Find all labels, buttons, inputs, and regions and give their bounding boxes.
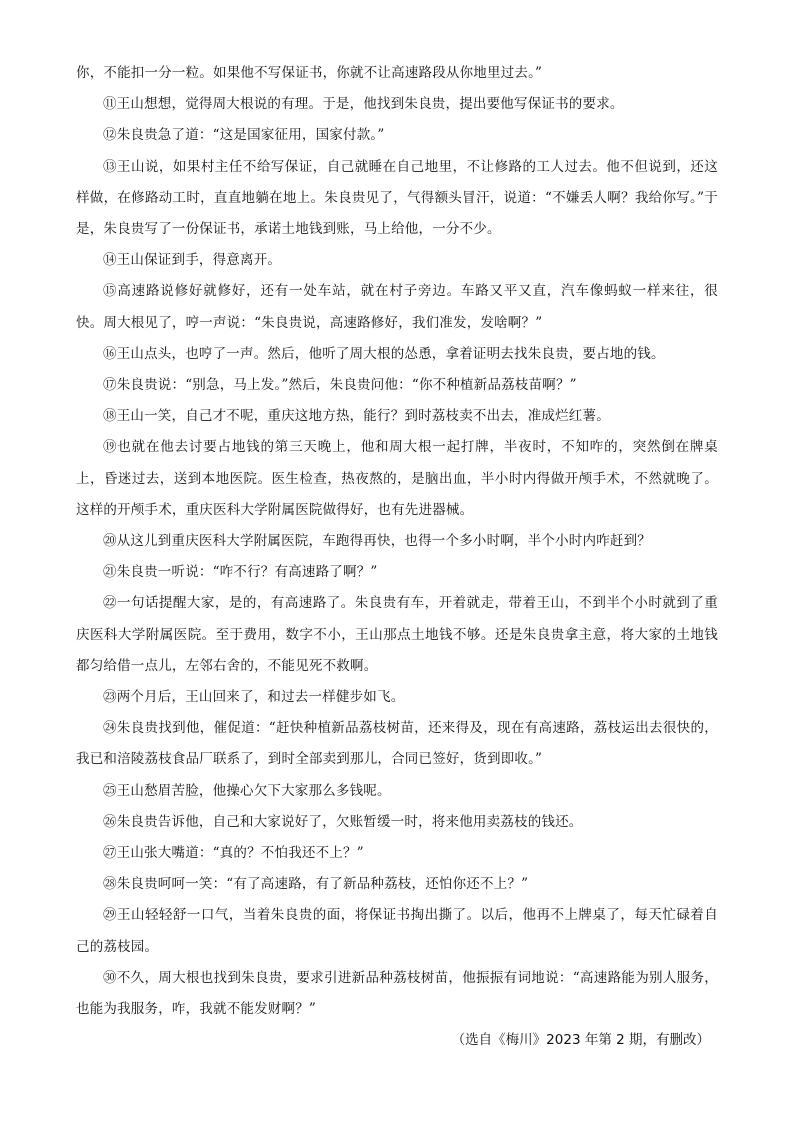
paragraph: ㉙王山轻轻舒一口气，当着朱良贵的面，将保证书掏出撕了。以后，他再不上牌桌了，每天忙碌着自己的荔枝园。	[76, 907, 718, 955]
paragraph: ㉘朱良贵呵呵一笑：“有了高速路，有了新品种荔枝，还怕你还不上？”	[103, 876, 529, 893]
paragraph: ㉒一句话提醒大家，是的，有高速路了。朱良贵有车，开着就走，带着王山，不到半个小时就到了重庆医科大学附属医院。至于费用，数字不小，王山那点土地钱不够。还是朱良贵拿主意，将大家的土地钱都匀给借一点儿，左邻右舍的，不能见死不救啊。	[76, 595, 718, 674]
source-citation: （选自《梅川》2023 年第 2 期，有删改）	[451, 1032, 710, 1048]
paragraph: ㉔朱良贵找到他，催促道：“赶快种植新品荔枝树苗，还来得及，现在有高速路，荔枝运出去很快的，我已和涪陵荔枝食品厂联系了，到时全部卖到那儿，合同已签好，货到即收。”	[76, 720, 718, 768]
paragraph: ㉕王山愁眉苦脸，他操心欠下大家那么多钱呢。	[103, 782, 391, 799]
paragraph: ⑫朱良贵急了道：“这是国家征用，国家付款。”	[103, 127, 385, 144]
paragraph: ㉖朱良贵告诉他，自己和大家说好了，欠账暂缓一时，将来他用卖荔枝的钱还。	[103, 813, 583, 830]
paragraph: ⑭王山保证到手，得意离开。	[103, 252, 282, 269]
paragraph: ⑪王山想想，觉得周大根说的有理。于是，他找到朱良贵，提出要他写保证书的要求。	[103, 96, 624, 113]
paragraph: ㉑朱良贵一听说：“咋不行？有高速路了啊？”	[103, 564, 378, 581]
paragraph: ⑰朱良贵说：“别急，马上发。”然后，朱良贵问他：“你不种植新品荔枝苗啊？”	[103, 377, 577, 394]
paragraph: ⑬王山说，如果村主任不给写保证，自己就睡在自己地里，不让修路的工人过去。他不但说到，还这样做，在修路动工时，直直地躺在地上。朱良贵见了，气得额头冒汗，说道：“不嫌丢人啊？我给你写。”于是，朱良贵写了一份保证书，承诺土地钱到账，马上给他，一分不少。	[76, 158, 718, 238]
paragraph: ⑯王山点头，也哼了一声。然后，他听了周大根的怂恿，拿着证明去找朱良贵，要占地的钱。	[103, 345, 665, 362]
paragraph: ⑮高速路说修好就修好，还有一处车站，就在村子旁边。车路又平又直，汽车像蚂蚁一样来往，很快。周大根见了，哼一声说：“朱良贵说，高速路修好，我们准发，发啥啊？”	[76, 283, 718, 331]
paragraph: ㉚不久，周大根也找到朱良贵，要求引进新品种荔枝树苗，他振振有词地说：“高速路能为别人服务，也能为我服务，咋，我就不能发财啊？”	[76, 969, 718, 1018]
paragraph: ㉓两个月后，王山回来了，和过去一样健步如飞。	[103, 689, 405, 706]
paragraph: ㉗王山张大嘴道：“真的？不怕我还不上？”	[103, 845, 364, 862]
paragraph: ⑳从这儿到重庆医科大学附属医院，车跑得再快，也得一个多小时啊，半个小时内咋赶到？	[103, 533, 651, 550]
paragraph: ⑲也就在他去讨要占地钱的第三天晚上，他和周大根一起打牌，半夜时，不知咋的，突然倒在牌桌上，昏迷过去，送到本地医院。医生检查，热夜熬的，是脑出血，半小时内得做开颅手术，不然就晚了。这样的开颅手术，重庆医科大学附属医院做得好，也有先进器械。	[76, 439, 718, 518]
paragraph: 你，不能扣一分一粒。如果他不写保证书，你就不让高速路段从你地里过去。”	[76, 65, 543, 81]
article-body	[76, 58, 718, 1025]
paragraph: ⑱王山一笑，自己才不呢，重庆这地方热，能行？到时荔枝卖不出去，准成烂红薯。	[103, 408, 610, 425]
